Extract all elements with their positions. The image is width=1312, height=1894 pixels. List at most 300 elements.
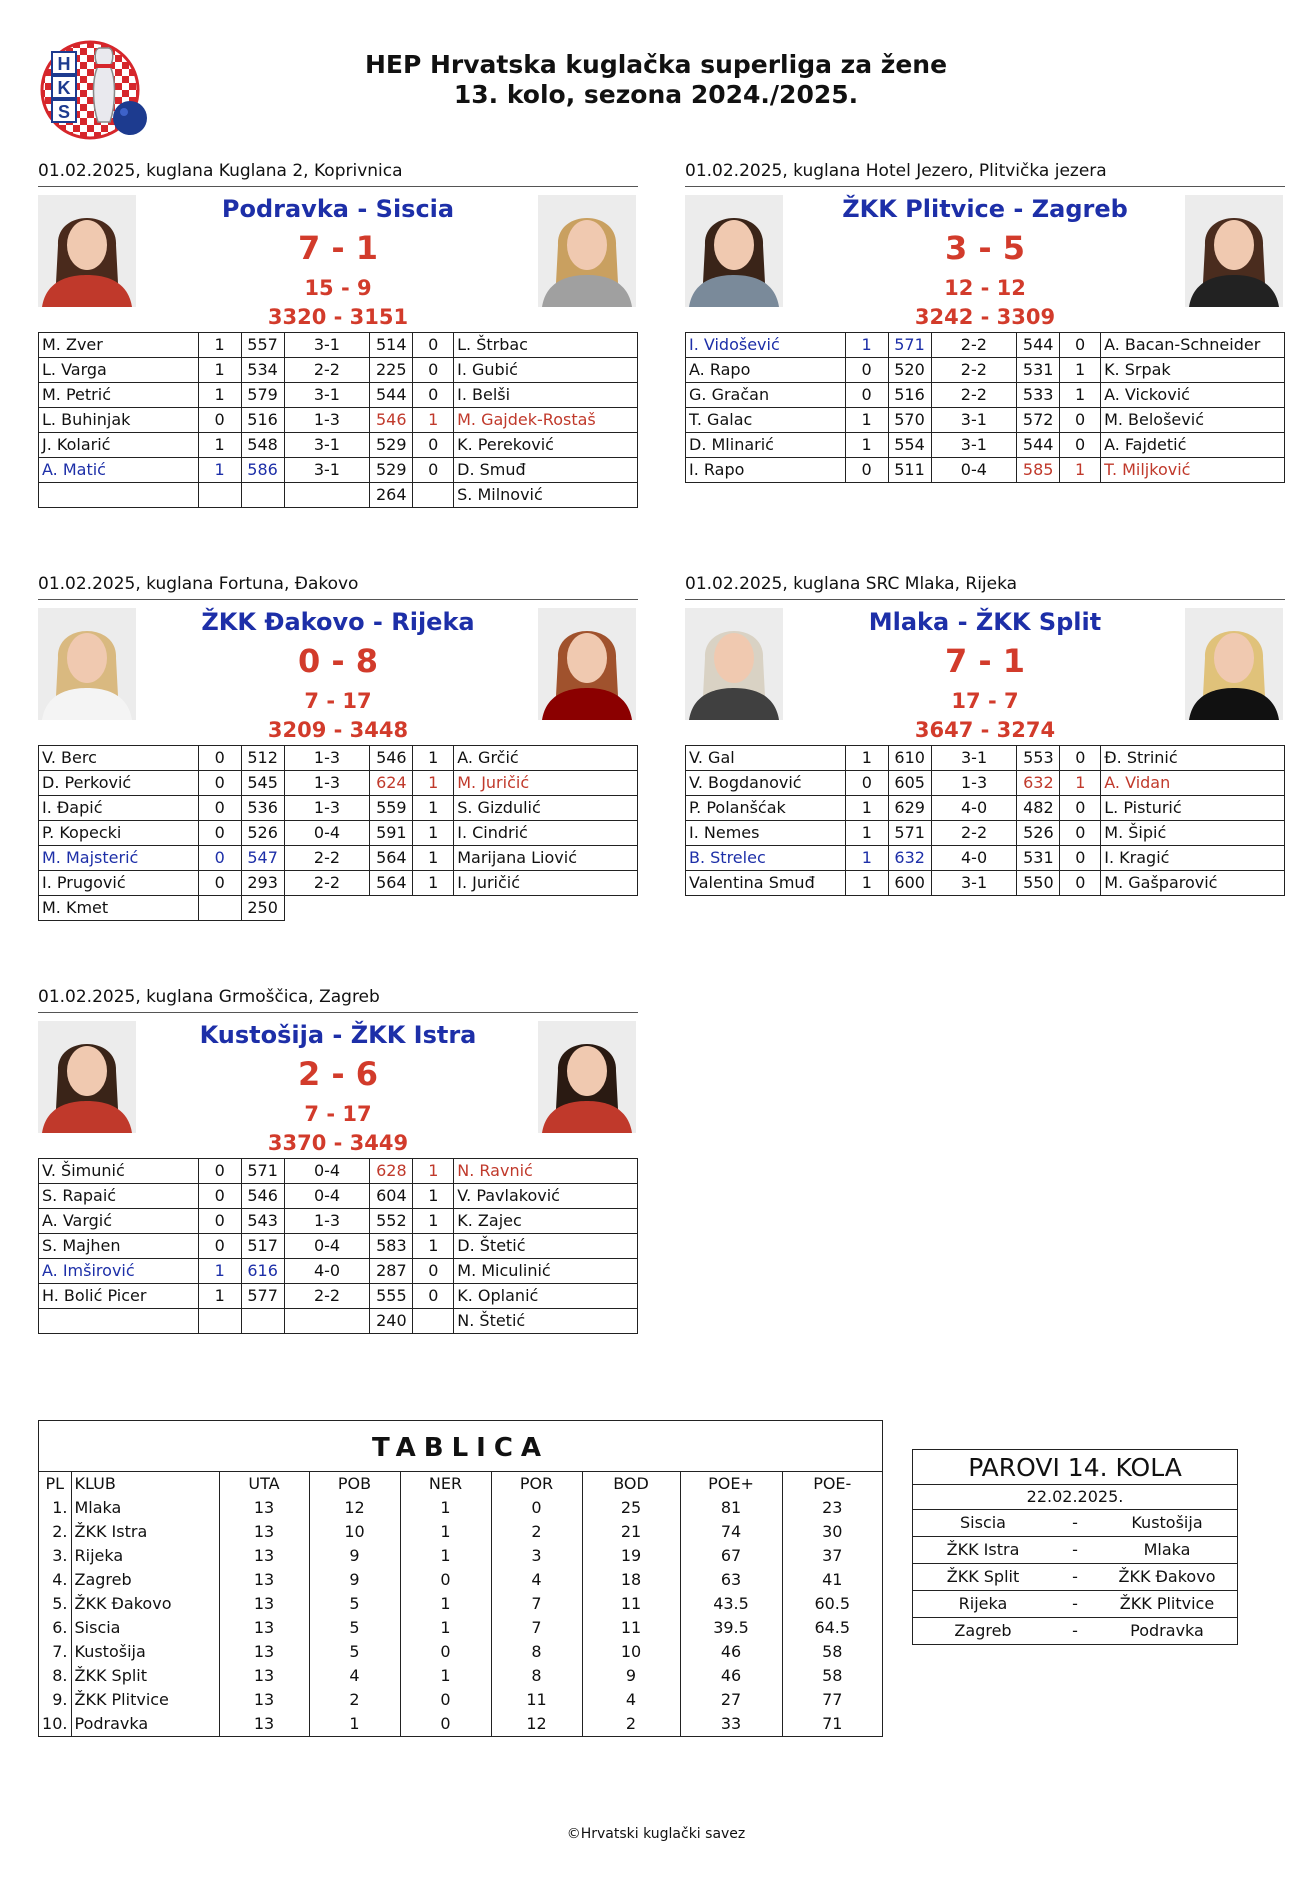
away-player-pins: 544: [370, 383, 413, 408]
pair-separator: -: [1053, 1591, 1097, 1618]
home-player-name: P. Kopecki: [39, 821, 199, 846]
standings-cell: 25: [582, 1496, 680, 1520]
table-row: [39, 1284, 638, 1309]
set-result: 1-3: [284, 746, 370, 771]
next-round-pairs: [912, 1449, 1238, 1645]
match-teams: Mlaka - ŽKK Split: [868, 608, 1102, 636]
home-player-name: [39, 483, 199, 508]
home-player-point: 0: [845, 383, 888, 408]
set-result: 3-1: [931, 408, 1017, 433]
standings-cell: 46: [680, 1664, 782, 1688]
home-player-name: B. Strelec: [686, 846, 846, 871]
away-player-point: 1: [1060, 358, 1101, 383]
table-row: [39, 746, 638, 771]
away-player-pins: 264: [370, 483, 413, 508]
away-player-pins: 632: [1017, 771, 1060, 796]
table-row: [39, 1184, 638, 1209]
standings-cell: 1: [400, 1544, 491, 1568]
home-player-point: 1: [845, 796, 888, 821]
standings-cell: 13: [219, 1712, 309, 1736]
table-row: [39, 1309, 638, 1334]
home-player-point: 0: [198, 1234, 241, 1259]
away-player-pins: 559: [370, 796, 413, 821]
pairs-grid: [913, 1510, 1237, 1644]
home-player-photo: [38, 608, 136, 720]
standings-cell: 13: [219, 1544, 309, 1568]
set-result: 0-4: [284, 1234, 370, 1259]
home-player-name: I. Vidošević: [686, 333, 846, 358]
away-player-pins: 553: [1017, 746, 1060, 771]
home-player-point: 1: [198, 1259, 241, 1284]
standings-cell: 9: [582, 1664, 680, 1688]
away-player-point: 0: [413, 458, 454, 483]
home-player-pins: 586: [241, 458, 284, 483]
svg-text:K: K: [57, 78, 71, 98]
away-player-name: M. Belošević: [1101, 408, 1285, 433]
home-player-pins: [241, 1309, 284, 1334]
standings-cell: 13: [219, 1640, 309, 1664]
away-player-point: 0: [1060, 433, 1101, 458]
home-player-pins: [241, 483, 284, 508]
set-result: 4-0: [284, 1259, 370, 1284]
column-header: UTA: [219, 1472, 309, 1496]
home-player-pins: 570: [888, 408, 931, 433]
column-header: BOD: [582, 1472, 680, 1496]
match-total-pins: 3209 - 3448: [267, 718, 409, 742]
away-player-point: 0: [1060, 846, 1101, 871]
set-result: [284, 896, 370, 921]
column-header: POE-: [813, 1474, 852, 1493]
standings-cell: 5: [309, 1592, 400, 1616]
standings-cell: 10: [582, 1640, 680, 1664]
home-player-point: 1: [198, 1284, 241, 1309]
home-player-point: 0: [845, 458, 888, 483]
away-player-pins: 526: [1017, 821, 1060, 846]
home-player-pins: 536: [241, 796, 284, 821]
title-line-2: 13. kolo, sezona 2024./2025.: [453, 80, 859, 109]
standings-cell: 74: [680, 1520, 782, 1544]
home-player-pins: 571: [241, 1159, 284, 1184]
table-row: [39, 1616, 882, 1640]
away-player-pins: 583: [370, 1234, 413, 1259]
standings-cell: 13: [219, 1520, 309, 1544]
away-player-pins: 572: [1017, 408, 1060, 433]
column-header: POE+: [680, 1472, 782, 1496]
pair-row: [913, 1510, 1237, 1537]
table-row: [686, 408, 1285, 433]
table-row: [39, 1568, 882, 1592]
match-total-pins: 3242 - 3309: [914, 305, 1056, 329]
set-result: 3-1: [284, 383, 370, 408]
away-team: ŽKK Plitvice: [1097, 1591, 1237, 1618]
away-player-point: 1: [413, 1184, 454, 1209]
set-result: 3-1: [931, 746, 1017, 771]
set-result: 1-3: [284, 1209, 370, 1234]
away-player-pins: 482: [1017, 796, 1060, 821]
standings-cell: 3: [491, 1544, 582, 1568]
table-row: [39, 483, 638, 508]
table-row: [686, 333, 1285, 358]
pair-separator: -: [1072, 1621, 1078, 1640]
home-player-point: 1: [198, 358, 241, 383]
home-player-photo: [685, 195, 783, 307]
table-row: [686, 771, 1285, 796]
standings-cell: 9: [309, 1568, 400, 1592]
away-player-pins: 624: [370, 771, 413, 796]
standings-cell: 0: [400, 1712, 491, 1736]
away-player-point: 1: [413, 1159, 454, 1184]
away-player-pins: 546: [370, 408, 413, 433]
home-player-point: 0: [198, 746, 241, 771]
home-player-point: 1: [845, 846, 888, 871]
table-row: [39, 383, 638, 408]
standings-cell: 13: [219, 1568, 309, 1592]
set-result: 2-2: [931, 821, 1017, 846]
away-player-pins: 555: [370, 1284, 413, 1309]
table-row: [39, 1159, 638, 1184]
club-name: ŽKK Đakovo: [71, 1592, 219, 1616]
away-player-name: M. Juričić: [454, 771, 638, 796]
standings-cell: 33: [680, 1712, 782, 1736]
home-player-name: G. Gračan: [686, 383, 846, 408]
table-row: [39, 1520, 882, 1544]
column-header: PL: [39, 1472, 71, 1496]
standings-cell: 9.: [39, 1688, 71, 1712]
home-player-point: 1: [198, 333, 241, 358]
away-player-pins: 546: [370, 746, 413, 771]
table-row: [686, 358, 1285, 383]
set-result: 3-1: [284, 458, 370, 483]
standings-cell: 13: [219, 1664, 309, 1688]
standings-cell: 0: [400, 1568, 491, 1592]
person-icon: [685, 608, 783, 720]
person-icon: [38, 608, 136, 720]
away-player-pins: 533: [1017, 383, 1060, 408]
standings-cell: 4: [582, 1688, 680, 1712]
home-player-point: 0: [198, 771, 241, 796]
set-result: 2-2: [284, 846, 370, 871]
home-player-pins: 516: [888, 383, 931, 408]
away-player-point: 0: [1060, 746, 1101, 771]
table-row: [39, 871, 638, 896]
home-player-pins: 629: [888, 796, 931, 821]
home-player-pins: 547: [241, 846, 284, 871]
match-teams: ŽKK Đakovo - Rijeka: [201, 608, 475, 636]
away-player-name: S. Gizdulić: [454, 796, 638, 821]
away-player-point: 0: [413, 383, 454, 408]
table-row: [39, 846, 638, 871]
person-icon: [538, 195, 636, 307]
standings-cell: 8: [491, 1640, 582, 1664]
match-results-table: [685, 745, 1285, 896]
home-player-point: 0: [845, 358, 888, 383]
standings-cell: 7.: [39, 1640, 71, 1664]
home-player-name: A. Vargić: [39, 1209, 199, 1234]
standings-cell: 13: [219, 1496, 309, 1520]
home-player-name: D. Mlinarić: [686, 433, 846, 458]
standings-cell: 3.: [39, 1544, 71, 1568]
standings-table: [38, 1420, 883, 1737]
standings-cell: 13: [219, 1616, 309, 1640]
club-name: Kustošija: [71, 1640, 219, 1664]
pair-row: [913, 1537, 1237, 1564]
home-player-pins: 526: [241, 821, 284, 846]
standings-cell: 39.5: [680, 1616, 782, 1640]
home-player-pins: 517: [241, 1234, 284, 1259]
home-player-point: 0: [198, 796, 241, 821]
home-player-name: I. Prugović: [39, 871, 199, 896]
home-player-pins: 579: [241, 383, 284, 408]
home-player-name: M. Majsterić: [39, 846, 199, 871]
match-results-table: [38, 745, 638, 921]
home-player-pins: 545: [241, 771, 284, 796]
standings-cell: 19: [582, 1544, 680, 1568]
standings-cell: 1: [400, 1520, 491, 1544]
table-row: [39, 796, 638, 821]
standings-cell: 11: [582, 1592, 680, 1616]
match-venue: 01.02.2025, kuglana Grmoščica, Zagreb: [38, 986, 638, 1013]
table-row: [39, 1209, 638, 1234]
home-player-pins: 520: [888, 358, 931, 383]
standings-grid: [39, 1472, 882, 1736]
person-icon: [538, 1021, 636, 1133]
set-result: 4-0: [931, 846, 1017, 871]
away-player-name: A. Fajdetić: [1101, 433, 1285, 458]
home-player-point: 0: [198, 1159, 241, 1184]
away-player-photo: [1185, 195, 1283, 307]
standings-cell: 18: [582, 1568, 680, 1592]
away-player-name: M. Miculinić: [454, 1259, 638, 1284]
match-set-points: 7 - 17: [304, 1102, 372, 1126]
away-player-point: 1: [413, 796, 454, 821]
home-player-pins: 543: [241, 1209, 284, 1234]
away-team: Podravka: [1130, 1621, 1204, 1640]
standings-cell: 58: [822, 1642, 843, 1661]
table-row: [39, 458, 638, 483]
home-player-name: A. Imširović: [39, 1259, 199, 1284]
standings-cell: 27: [680, 1688, 782, 1712]
away-player-name: M. Gašparović: [1101, 871, 1285, 896]
away-player-name: N. Štetić: [454, 1309, 638, 1334]
home-player-point: 1: [845, 746, 888, 771]
person-icon: [685, 195, 783, 307]
home-player-name: V. Šimunić: [39, 1159, 199, 1184]
table-row: [686, 433, 1285, 458]
away-player-name: K. Oplanić: [454, 1284, 638, 1309]
home-team: Rijeka: [913, 1591, 1053, 1618]
person-icon: [1185, 608, 1283, 720]
standings-cell: 21: [582, 1520, 680, 1544]
person-icon: [38, 1021, 136, 1133]
table-row: [39, 358, 638, 383]
person-icon: [38, 195, 136, 307]
away-team: ŽKK Đakovo: [1097, 1564, 1237, 1591]
home-player-pins: 511: [888, 458, 931, 483]
standings-cell: 37: [822, 1546, 843, 1565]
home-player-name: [39, 1309, 199, 1334]
table-row: [39, 1664, 882, 1688]
standings-cell: 1: [400, 1616, 491, 1640]
standings-cell: 23: [822, 1498, 843, 1517]
home-player-point: 0: [198, 821, 241, 846]
standings-cell: 71: [822, 1714, 843, 1733]
standings-cell: 1: [400, 1664, 491, 1688]
away-player-name: T. Miljković: [1101, 458, 1285, 483]
standings-cell: 60.5: [814, 1594, 851, 1613]
home-player-name: D. Perković: [39, 771, 199, 796]
title-line-1: HEP Hrvatska kuglačka superliga za žene: [364, 50, 948, 79]
home-player-point: 0: [198, 871, 241, 896]
away-player-point: 0: [413, 333, 454, 358]
match-set-points: 12 - 12: [944, 276, 1026, 300]
home-player-point: 1: [845, 333, 888, 358]
pair-separator: -: [1053, 1564, 1097, 1591]
away-player-point: 1: [413, 746, 454, 771]
away-player-point: 0: [1060, 408, 1101, 433]
away-player-pins: 225: [370, 358, 413, 383]
match-set-points: 7 - 17: [304, 689, 372, 713]
match-results-table: [38, 1158, 638, 1334]
home-player-point: 0: [845, 771, 888, 796]
away-player-pins: 585: [1017, 458, 1060, 483]
pair-separator: -: [1053, 1537, 1097, 1564]
match-score: 3 - 5: [944, 229, 1026, 267]
away-player-point: 0: [413, 1259, 454, 1284]
away-player-photo: [1185, 608, 1283, 720]
home-player-name: J. Kolarić: [39, 433, 199, 458]
away-player-photo: [538, 608, 636, 720]
away-player-point: 1: [413, 821, 454, 846]
away-player-name: A. Vicković: [1101, 383, 1285, 408]
away-player-point: [413, 483, 454, 508]
away-player-pins: 604: [370, 1184, 413, 1209]
table-row: [39, 896, 638, 921]
away-player-name: N. Ravnić: [454, 1159, 638, 1184]
away-player-point: 0: [1060, 333, 1101, 358]
home-player-pins: 548: [241, 433, 284, 458]
table-row: [39, 433, 638, 458]
standings-cell: 1: [309, 1712, 400, 1736]
column-header: NER: [400, 1472, 491, 1496]
home-player-point: [198, 896, 241, 921]
home-player-pins: 610: [888, 746, 931, 771]
standings-cell: 13: [219, 1592, 309, 1616]
home-player-photo: [685, 608, 783, 720]
away-player-pins: 529: [370, 433, 413, 458]
away-player-name: M. Šipić: [1101, 821, 1285, 846]
away-player-name: I. Cindrić: [454, 821, 638, 846]
away-team: Kustošija: [1097, 1510, 1237, 1537]
match-score: 7 - 1: [944, 642, 1026, 680]
away-player-pins: 628: [370, 1159, 413, 1184]
standings-cell: 10: [309, 1520, 400, 1544]
standings-cell: 11: [491, 1688, 582, 1712]
match-venue: 01.02.2025, kuglana Kuglana 2, Koprivnica: [38, 160, 638, 187]
away-player-point: 1: [413, 1234, 454, 1259]
away-player-point: 1: [413, 408, 454, 433]
club-name: Rijeka: [71, 1544, 219, 1568]
home-player-name: M. Petrić: [39, 383, 199, 408]
standings-cell: 58: [822, 1666, 843, 1685]
away-player-name: V. Pavlaković: [454, 1184, 638, 1209]
match-set-points: 17 - 7: [951, 689, 1019, 713]
home-player-pins: 616: [241, 1259, 284, 1284]
match-total-pins: 3320 - 3151: [267, 305, 409, 329]
standings-cell: 63: [680, 1568, 782, 1592]
home-player-point: [198, 483, 241, 508]
standings-cell: 43.5: [680, 1592, 782, 1616]
column-header: POB: [309, 1472, 400, 1496]
standings-cell: 4.: [39, 1568, 71, 1592]
home-player-pins: 554: [888, 433, 931, 458]
home-player-point: 1: [198, 383, 241, 408]
standings-cell: 11: [582, 1616, 680, 1640]
away-player-point: 1: [1060, 383, 1101, 408]
table-row: [39, 1688, 882, 1712]
club-name: Mlaka: [71, 1496, 219, 1520]
club-name: ŽKK Split: [71, 1664, 219, 1688]
club-name: Zagreb: [71, 1568, 219, 1592]
home-player-pins: 516: [241, 408, 284, 433]
away-player-name: K. Srpak: [1101, 358, 1285, 383]
home-player-pins: 293: [241, 871, 284, 896]
table-row: [39, 1640, 882, 1664]
standings-cell: 30: [822, 1522, 843, 1541]
home-player-pins: 600: [888, 871, 931, 896]
away-player-name: D. Smuđ: [454, 458, 638, 483]
standings-cell: 8.: [39, 1664, 71, 1688]
away-player-pins: 529: [370, 458, 413, 483]
standings-cell: 2: [309, 1688, 400, 1712]
away-player-name: S. Milnović: [454, 483, 638, 508]
table-row: [686, 871, 1285, 896]
pair-row: [913, 1618, 1237, 1645]
set-result: 2-2: [284, 358, 370, 383]
svg-text:H: H: [57, 54, 71, 74]
pairs-date: 22.02.2025.: [913, 1485, 1237, 1510]
table-row: [39, 1712, 882, 1736]
standings-cell: 12: [309, 1496, 400, 1520]
away-player-name: L. Štrbac: [454, 333, 638, 358]
set-result: 2-2: [931, 333, 1017, 358]
home-player-point: 1: [845, 433, 888, 458]
standings-cell: 13: [219, 1688, 309, 1712]
standings-cell: 41: [822, 1570, 843, 1589]
set-result: 0-4: [284, 1159, 370, 1184]
set-result: [284, 1309, 370, 1334]
home-player-point: 0: [198, 1209, 241, 1234]
club-name: Siscia: [71, 1616, 219, 1640]
match-score: 2 - 6: [297, 1055, 379, 1093]
away-player-name: K. Zajec: [454, 1209, 638, 1234]
standings-title: TABLICA: [39, 1421, 882, 1472]
column-header: POR: [491, 1472, 582, 1496]
away-player-pins: 550: [1017, 871, 1060, 896]
home-player-photo: [38, 195, 136, 307]
standings-cell: 1.: [39, 1496, 71, 1520]
away-player-pins: 552: [370, 1209, 413, 1234]
home-player-name: T. Galac: [686, 408, 846, 433]
table-row: [686, 383, 1285, 408]
away-player-name: A. Grčić: [454, 746, 638, 771]
away-player-pins: 564: [370, 871, 413, 896]
away-player-name: D. Štetić: [454, 1234, 638, 1259]
home-player-point: 1: [198, 433, 241, 458]
home-player-name: M. Zver: [39, 333, 199, 358]
home-player-name: I. Nemes: [686, 821, 846, 846]
away-player-point: 1: [1060, 458, 1101, 483]
standings-cell: 4: [491, 1568, 582, 1592]
